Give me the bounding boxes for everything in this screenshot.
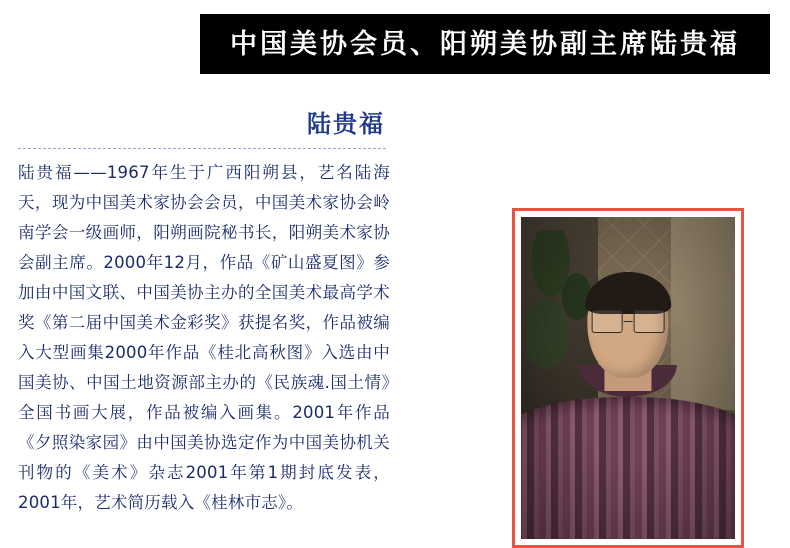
glasses-lens-left	[592, 310, 623, 333]
glasses-lens-right	[634, 310, 665, 333]
photo-background-wall	[671, 217, 735, 410]
portrait-photo	[521, 217, 735, 539]
page-title: 陆贵福	[307, 110, 385, 138]
banner-title: 中国美协会员、阳朔美协副主席陆贵福	[230, 28, 740, 60]
header-banner	[200, 14, 770, 74]
article-section	[0, 96, 790, 512]
title-divider	[18, 148, 386, 149]
glasses-icon	[592, 310, 665, 333]
glasses-bridge	[624, 321, 633, 323]
photo-torso	[521, 397, 735, 539]
article-body: 陆贵福——1967年生于广西阳朔县，艺名陆海天，现为中国美术家协会会员，中国美术家协会岭南学会一级画师，阳朔画院秘书长，阳朔美术家协会副主席。2000年12月，作品《矿山盛夏图》参加由中国文联、中国美协主办的全国美术最高学术奖《第二届中国美术金彩奖》获提名奖，作品被编入大型画集2000年作品《桂北高秋图》入选由中国美协、中国土地资源部主办的《民族魂.国土情》全国书画大展，作品被编入画集。2001年作品《夕照染家园》由中国美协选定作为中国美协机关刊物的《美术》杂志2001年第1期封底发表，2001年，艺术简历载入《桂林市志》。	[18, 163, 390, 512]
portrait-frame	[512, 208, 744, 548]
